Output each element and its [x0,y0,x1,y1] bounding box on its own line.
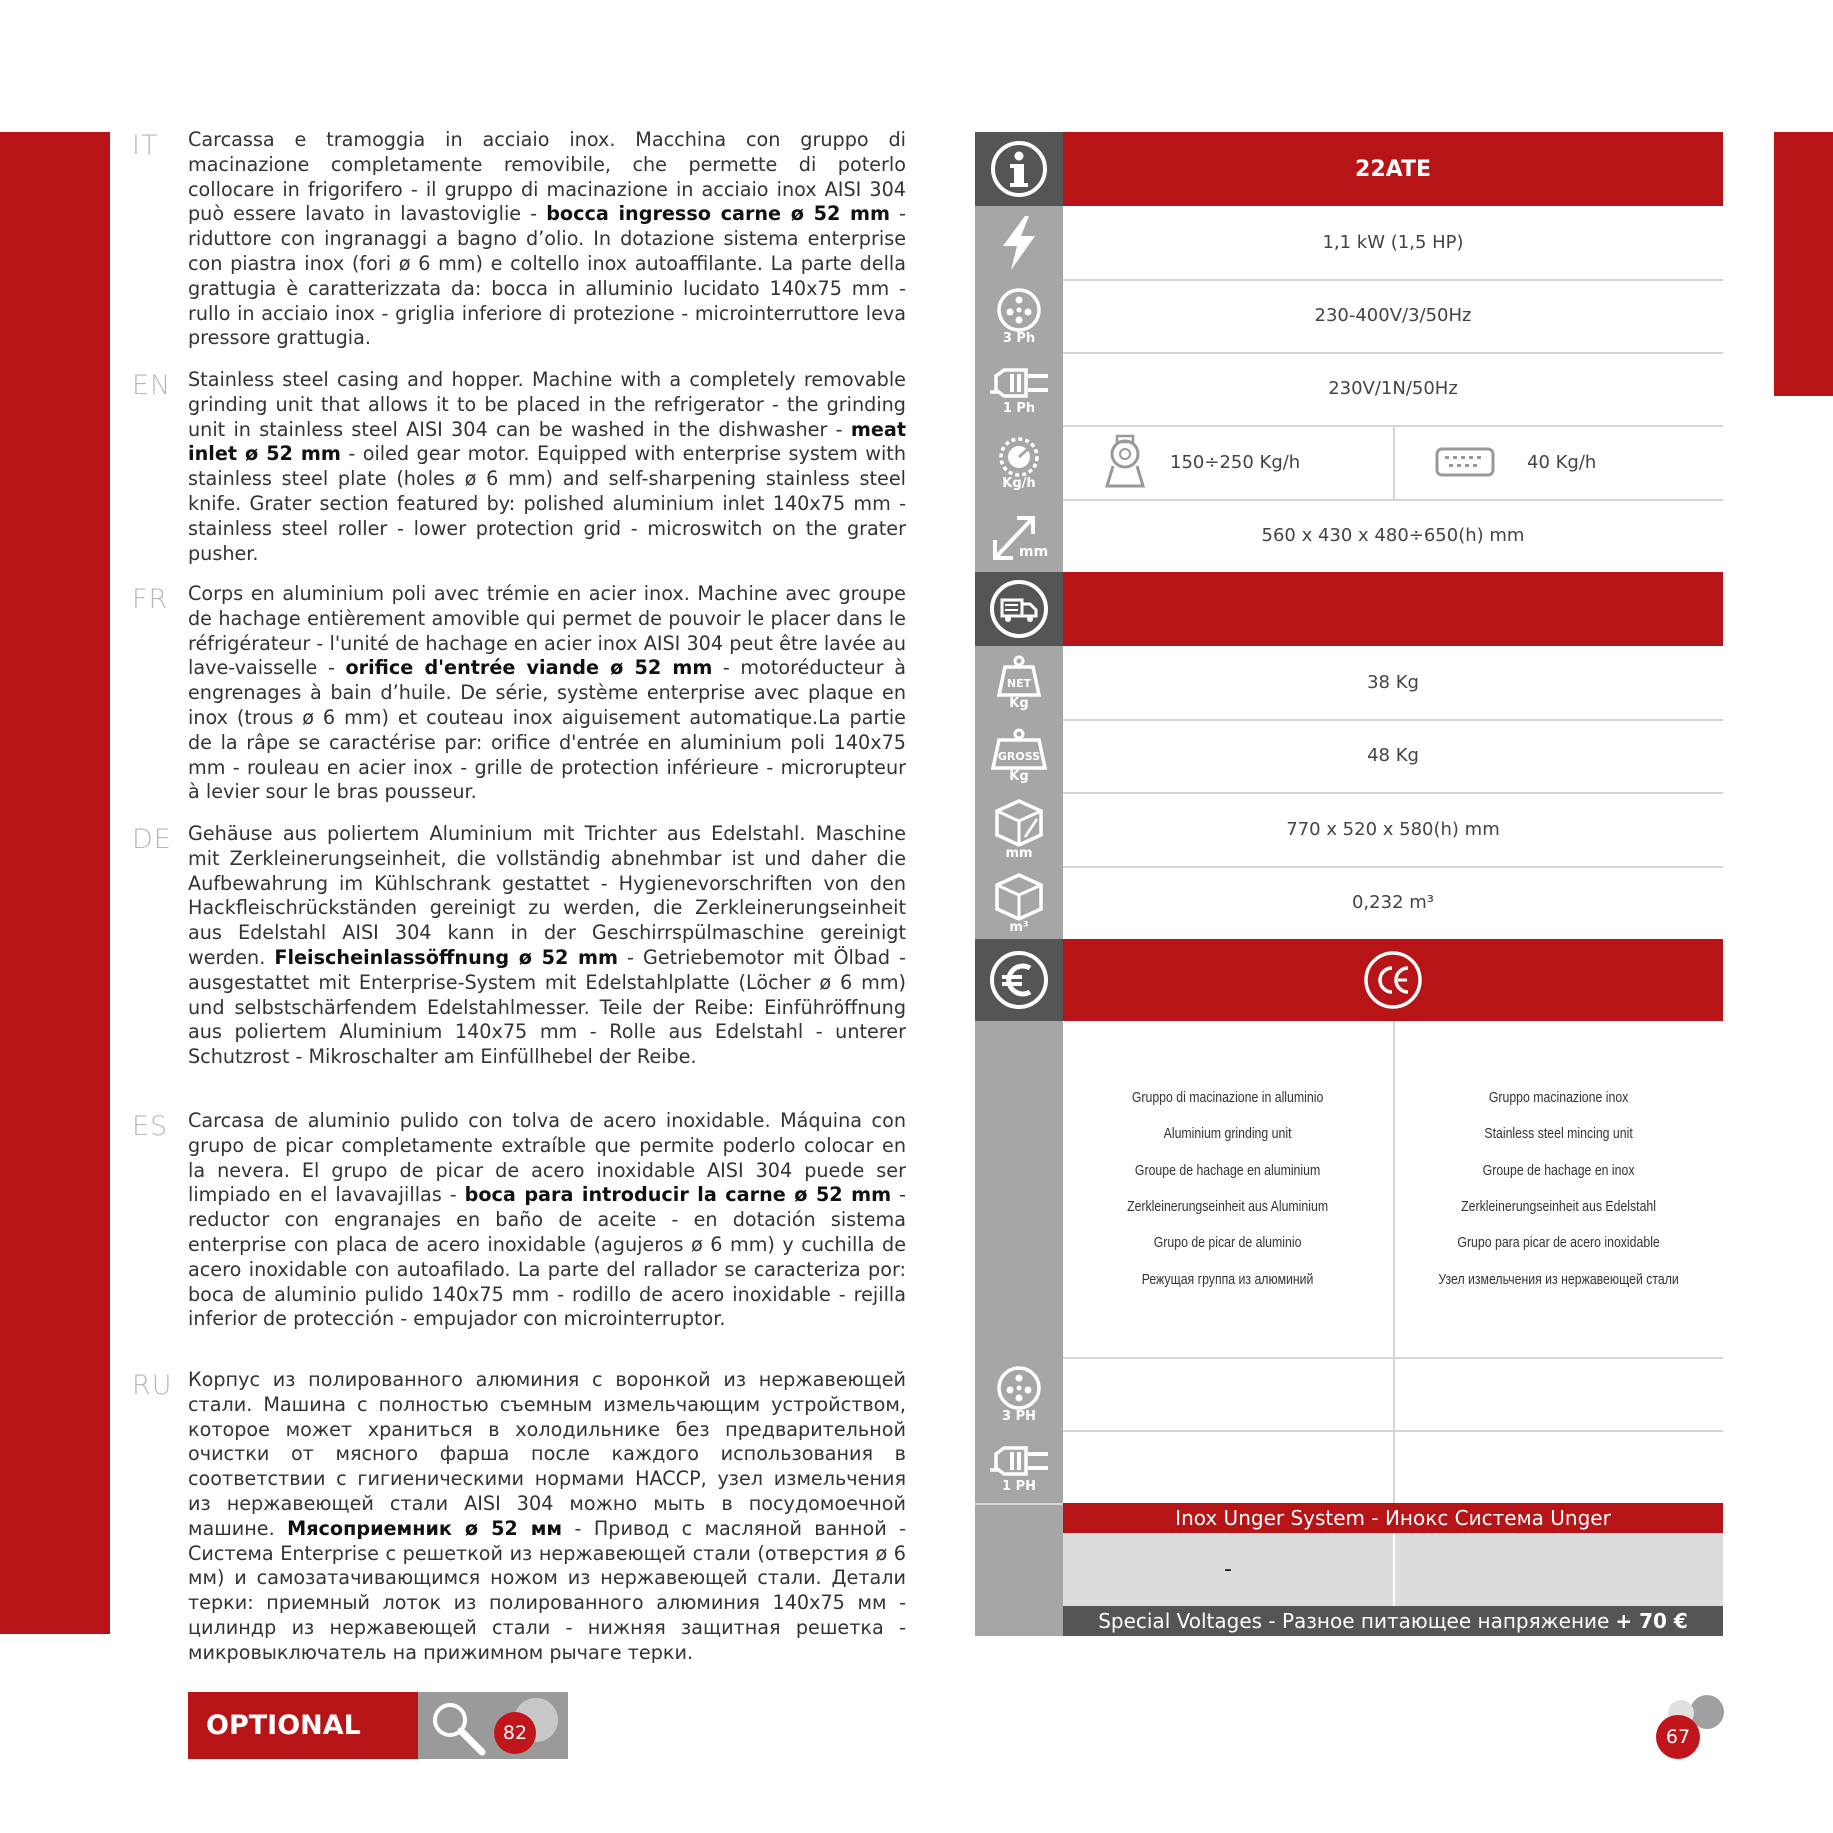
row-power [975,206,1723,279]
version-line: Zerkleinerungseinheit aus Aluminium [1127,1198,1329,1215]
unger-value-aluminium: - [1224,1557,1232,1582]
special-voltages-band [1063,1606,1723,1636]
lang-code: DE [132,824,172,855]
ce-mark-icon [1362,949,1424,1011]
model-name: 22ATE [1063,132,1723,206]
row-shipping-header [975,572,1723,646]
icon-label: 3 PH [1002,1408,1036,1424]
price-3ph-cells [1063,1357,1723,1432]
voltage-3ph-value: 230-400V/3/50Hz [1063,279,1723,354]
version-line: Grupo para picar de acero inoxidable [1457,1234,1661,1252]
desc-text: Carcasa de aluminio pulido con tolva de acero inoxidable. Máquina con grupo de picar completamente extraíble que permite poderlo colocar en la nevera. El grupo de picar de acero inoxidable AISI 304 puede ser limpiado en el lavavajillas - boca para introducir la carne ø 52 mm - reductor con engranajes en baño de aceite - en dotación sistema enterprise con placa de acero inoxidable (agujeros ø 6 mm) y cuchilla de acero inoxidable con autoafilado. La parte del rallador se caracteriza por: boca de aluminio pulido 140x75 mm - rodillo de acero inoxidable - rejilla inferior de protección - empujador con microinterruptor. [188,1109,906,1331]
row-price-1ph [975,1430,1723,1503]
output-values [1063,425,1723,501]
right-brand-bar [1774,132,1833,396]
version-line: Groupe de hachage en inox [1483,1161,1635,1179]
diagonal-arrow-icon [989,508,1049,564]
power-value: 1,1 kW (1,5 HP) [1063,206,1723,281]
optional-link[interactable] [188,1692,568,1759]
socket-3ph-icon [995,286,1043,334]
row-voltage-1ph [975,352,1723,425]
grater-icon [1435,447,1495,477]
icon-label: mm [1019,543,1049,560]
icon-label: Kg/h [1002,476,1036,491]
icon-label: mm [1005,846,1033,861]
net-weight-value: 38 Kg [1063,646,1723,721]
desc-text: Corps en aluminium poli avec trémie en acier inox. Machine avec groupe de hachage entièrement amovible qui permet de pouvoir le placer dans le réfrigérateur - l'unité de hachage en acier inox AISI 304 peut être lavée au lave-vaisselle - orifice d'entrée viande ø 52 mm - motoréducteur à engrenages à bain d’huile. De série, système enterprise avec plaque en inox (trous ø 6 mm) et couteau inox aiguisement automatique.La partie de la râpe se caractérise par: orifice d'entrée en aluminium poli 140x75 mm - rouleau en acier inox - grille de protection inférieure - microrupteur à levier sour le bras pousseur. [188,582,906,804]
lang-code: ES [132,1111,169,1142]
spec-table [975,132,1723,1636]
divider [1393,1357,1395,1430]
unger-icon-cell [975,1503,1063,1636]
version-stainless [1395,1021,1723,1357]
dimensions-value: 560 x 430 x 480÷650(h) mm [1063,499,1723,574]
output-icon-cell [975,425,1063,499]
net-weight-icon-cell [975,646,1063,719]
row-unger [975,1503,1723,1636]
box-dimensions-icon [991,797,1047,849]
power-icon-cell [975,206,1063,279]
row-volume [975,866,1723,939]
special-voltages-label: Special Voltages - Разное питающее напряжение [1098,1609,1610,1633]
output-grater: 40 Kg/h [1527,451,1597,473]
desc-bold: boca para introducir la carne ø 52 mm [464,1183,892,1207]
price-header-band [1063,939,1723,1021]
unger-value-stainless [1395,1533,1723,1606]
truck-icon-cell [975,572,1063,646]
lightning-icon [997,214,1041,272]
shipping-header-band [1063,572,1723,646]
desc-bold: Мясоприемник ø 52 мм [287,1516,563,1540]
volume-value: 0,232 m³ [1063,866,1723,941]
desc-text: Gehäuse aus poliertem Aluminium mit Trichter aus Edelstahl. Maschine mit Zerkleinerungseinheit, die vollständig abnehmbar ist und daher die Aufbewahrung im Kühlschrank gestattet - Hygienevorschriften von den Hackfleischrückständen gereinigt zu werden, die Zerkleinerungseinheit aus Edelstahl AISI 304 kann in der Geschirrspülmaschine gereinigt werden. Fleischeinlassöffnung ø 52 mm - Getriebemotor mit Ölbad - ausgestattet mit Enterprise-System mit Edelstahlplatte (Löcher ø 6 mm) und selbstschärfendem Edelstahlmesser. Teile der Reibe: Einführöffnung aus poliertem Aluminium 140x75 mm - Rolle aus Edelstahl - unterer Schutzrost - Mikroschalter am Einfüllhebel der Reibe. [188,822,906,1069]
gross-weight-icon [989,728,1049,772]
version-line: Zerkleinerungseinheit aus Edelstahl [1461,1198,1657,1215]
net-weight-icon [995,655,1043,699]
desc-bold: meat inlet ø 52 mm [188,417,906,466]
plug-3ph-icon-cell [975,279,1063,352]
icon-label: 1 Ph [1002,400,1036,416]
truck-icon [988,578,1050,640]
price-1ph-icon-cell [975,1430,1063,1503]
version-line: Gruppo macinazione inox [1489,1088,1629,1106]
desc-bold: bocca ingresso carne ø 52 mm [546,202,890,226]
unger-values [1063,1533,1723,1606]
left-brand-bar [0,132,110,1634]
optional-page-badge: 82 [494,1712,536,1754]
gross-weight-icon-cell [975,719,1063,792]
euro-icon [988,949,1050,1011]
lang-code: RU [132,1370,173,1401]
icon-label: m³ [1009,919,1029,935]
info-icon [989,139,1049,199]
net-badge: NET [1006,676,1032,690]
lang-code: FR [132,584,169,615]
voltage-1ph-value: 230V/1N/50Hz [1063,352,1723,427]
lang-code: EN [132,370,172,401]
box-volume-icon-cell [975,866,1063,939]
plug-1ph-icon-cell [975,352,1063,425]
row-packing-dimensions [975,792,1723,866]
box-volume-icon [991,871,1047,923]
divider [1393,425,1395,499]
desc-text: Stainless steel casing and hopper. Machine with a completely removable grinding unit that allows it to be placed in the refrigerator - the grinding unit in stainless steel AISI 304 can be washed in the dishwasher - meat inlet ø 52 mm - oiled gear motor. Equipped with enterprise system with stainless steel plate (holes ø 6 mm) and self-sharpening stainless steel knife. Grater section featured by: polished aluminium inlet 140x75 mm - stainless steel roller - lower protection grid - microswitch on the grater pusher. [188,368,906,565]
box-dim-icon-cell [975,792,1063,866]
row-price-3ph [975,1357,1723,1430]
row-output [975,425,1723,499]
desc-bold: Fleischeinlassöffnung ø 52 mm [274,945,618,969]
desc-bold: orifice d'entrée viande ø 52 mm [345,656,713,680]
price-3ph-icon-cell [975,1357,1063,1430]
desc-text: Carcassa e tramoggia in acciaio inox. Macchina con gruppo di macinazione completamente removibile, che permette di poterlo collocare in frigorifero - il gruppo di macinazione in acciaio inox AISI 304 può essere lavato in lavastoviglie - bocca ingresso carne ø 52 mm - riduttore con ingranaggi a bagno d’olio. In dotazione sistema enterprise con piastra inox (fori ø 6 mm) e coltello inox autoaffilante. La parte della grattugia è caratterizzata da: bocca in alluminio lucidato 140x75 mm - rullo in acciaio inox - griglia inferiore di protezione - microinterruttore leva pressore grattugia. [188,128,906,350]
gauge-icon [994,433,1044,479]
mincer-icon [1101,434,1149,490]
row-versions [975,1021,1723,1357]
divider [1393,1430,1395,1503]
special-voltages-price: + 70 € [1615,1609,1688,1633]
dimensions-icon-cell [975,499,1063,572]
version-notes [1127,1080,1328,1298]
socket-3ph-icon [995,1364,1043,1412]
optional-icon-area[interactable] [418,1692,568,1759]
version-line: Grupo de picar de aluminio [1154,1234,1302,1252]
versions-icon-cell [975,1021,1063,1357]
optional-label[interactable]: OPTIONAL [188,1692,418,1759]
price-1ph-cells [1063,1430,1723,1505]
version-line: Gruppo di macinazione in alluminio [1132,1088,1324,1106]
unger-band: Inox Unger System - Инокс Система Unger [1063,1503,1723,1533]
output-mincer: 150÷250 Kg/h [1170,451,1301,473]
icon-label: 1 PH [1002,1478,1036,1494]
info-icon-cell [975,132,1063,206]
version-line: Режущая группа из алюминий [1142,1270,1314,1288]
page-number: 67 [1656,1715,1700,1759]
icon-label: 3 Ph [1002,330,1036,346]
row-model [975,132,1723,206]
version-notes [1439,1080,1679,1298]
decor-dot [1705,1696,1711,1702]
row-gross-weight [975,719,1723,792]
version-line: Узел измельчения из нержавеющей стали [1438,1270,1680,1288]
magnifier-icon [426,1698,492,1758]
row-dimensions [975,499,1723,572]
icon-label: Kg [1009,768,1029,784]
versions-cells [1063,1021,1723,1359]
row-price-header [975,939,1723,1021]
row-voltage-3ph [975,279,1723,352]
version-line: Groupe de hachage en aluminium [1135,1161,1321,1179]
icon-label: Kg [1009,695,1029,711]
version-aluminium [1063,1021,1393,1357]
euro-icon-cell [975,939,1063,1021]
lang-code: IT [132,130,159,161]
plug-1ph-icon [986,362,1052,404]
packing-dimensions-value: 770 x 520 x 580(h) mm [1063,792,1723,868]
version-line: Aluminium grinding unit [1164,1125,1292,1143]
gross-badge: GROSS [997,749,1041,763]
gross-weight-value: 48 Kg [1063,719,1723,794]
plug-1ph-icon [986,1440,1052,1482]
row-net-weight [975,646,1723,719]
desc-text: Корпус из полированного алюминия с воронкой из нержавеющей стали. Машина с полностью съемным измельчающим устройством, которое может храниться в холодильнике без предварительной очистки от мясного фарша после каждого использования в соответствии с гигиеническими нормами HACCP, узел измельчения из нержавеющей стали AISI 304 можно мыть в посудомоечной машине. Мясоприемник ø 52 мм - Привод с масляной ванной - Система Enterprise с решеткой из нержавеющей стали (отверстия ø 6 мм) и самозатачивающимся ножом из нержавеющей стали. Детали терки: приемный лоток из полированного алюминия 140x75 мм - цилиндр из нержавеющей стали - нижняя защитная решетка - микровыключатель на прижимном рычаге терки. [188,1368,906,1664]
version-line: Stainless steel mincing unit [1484,1125,1634,1143]
